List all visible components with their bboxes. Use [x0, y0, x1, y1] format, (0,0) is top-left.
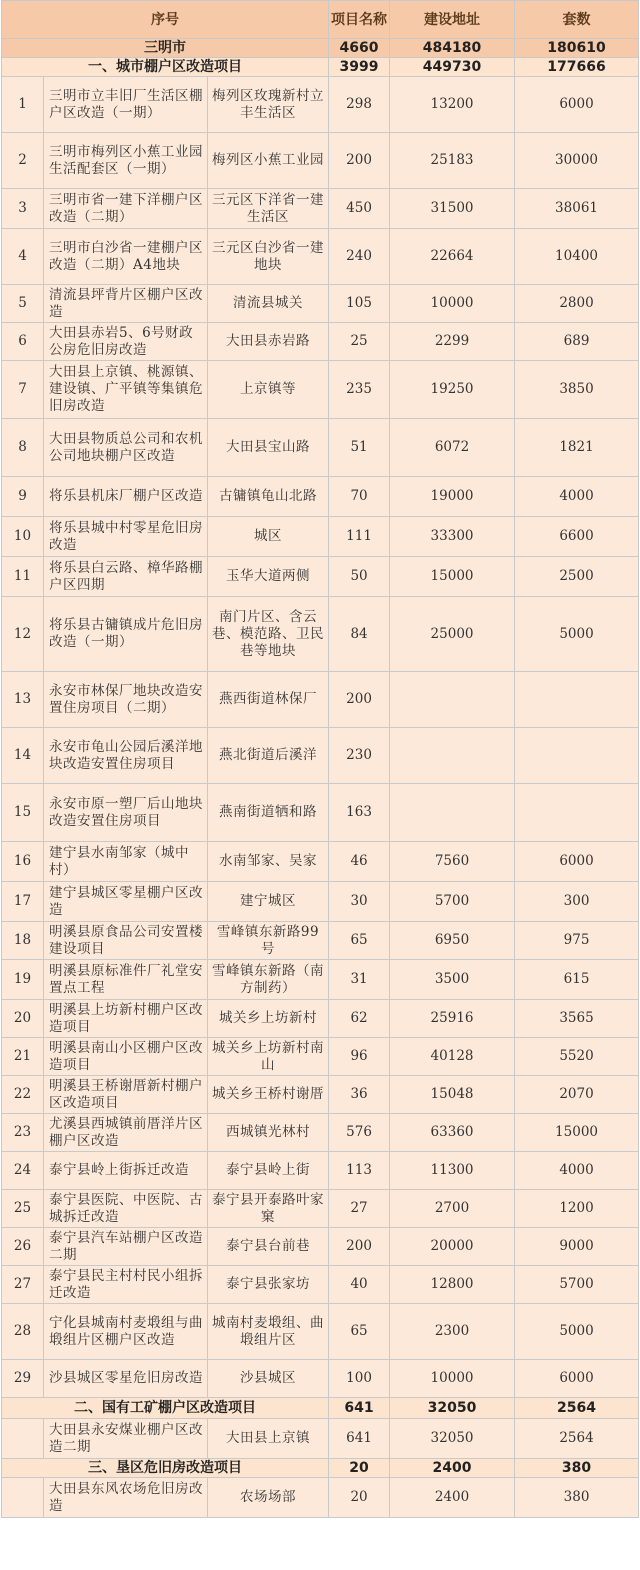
- row-index: 28: [2, 1304, 44, 1360]
- table-row: [2, 960, 639, 1000]
- row-index: 1: [2, 77, 44, 133]
- table-row: [2, 1360, 639, 1398]
- row-units: 6000: [515, 77, 639, 133]
- section-area: 2400: [390, 1459, 515, 1478]
- table-row: [2, 1304, 639, 1360]
- section-area: 449730: [390, 58, 515, 77]
- row-location: 雪峰镇东新路99号: [208, 922, 329, 960]
- row-index: 17: [2, 882, 44, 922]
- section-label: 一、城市棚户区改造项目: [2, 58, 329, 77]
- city-total-row: [2, 39, 639, 58]
- row-index: 14: [2, 728, 44, 784]
- row-units: 4000: [515, 1152, 639, 1190]
- table-row: [2, 229, 639, 285]
- row-projects: 36: [329, 1076, 390, 1114]
- row-area: 63360: [390, 1114, 515, 1152]
- row-project-name: 泰宁县岭上街拆迁改造: [44, 1152, 208, 1190]
- row-location: 农场场部: [208, 1478, 329, 1518]
- section-area: 32050: [390, 1398, 515, 1419]
- section-row: [2, 1398, 639, 1419]
- table-row: [2, 1000, 639, 1038]
- row-area: 20000: [390, 1228, 515, 1266]
- row-units: 2800: [515, 285, 639, 323]
- table-row: [2, 361, 639, 419]
- table-row: [2, 784, 639, 842]
- header-row: [2, 1, 639, 39]
- table-row: [2, 728, 639, 784]
- table-row: [2, 1114, 639, 1152]
- row-area: 11300: [390, 1152, 515, 1190]
- row-units: 1821: [515, 419, 639, 477]
- row-index: 19: [2, 960, 44, 1000]
- row-projects: 200: [329, 133, 390, 189]
- table-row: [2, 1076, 639, 1114]
- row-area: 7560: [390, 842, 515, 882]
- row-units: [515, 728, 639, 784]
- row-location: 雪峰镇东新路（南方制药）: [208, 960, 329, 1000]
- row-location: 梅列区玫瑰新村立丰生活区: [208, 77, 329, 133]
- row-project-name: 尤溪县西城镇前厝洋片区棚户区改造: [44, 1114, 208, 1152]
- row-location: 三元区下洋省一建生活区: [208, 189, 329, 229]
- section-label: 三、垦区危旧房改造项目: [2, 1459, 329, 1478]
- row-units: 5000: [515, 1304, 639, 1360]
- row-project-name: 明溪县王桥谢厝新村棚户区改造项目: [44, 1076, 208, 1114]
- row-index: 18: [2, 922, 44, 960]
- table-row: [2, 1419, 639, 1459]
- row-project-name: 将乐县机床厂棚户区改造: [44, 477, 208, 517]
- row-location: 泰宁县岭上街: [208, 1152, 329, 1190]
- row-index: 24: [2, 1152, 44, 1190]
- row-project-name: 三明市省一建下洋棚户区改造（二期）: [44, 189, 208, 229]
- row-project-name: 将乐县白云路、樟华路棚户区四期: [44, 557, 208, 597]
- row-area: 25916: [390, 1000, 515, 1038]
- row-units: 6600: [515, 517, 639, 557]
- table-row: [2, 597, 639, 672]
- row-units: 2564: [515, 1419, 639, 1459]
- row-units: 615: [515, 960, 639, 1000]
- row-location: 泰宁县张家坊: [208, 1266, 329, 1304]
- row-units: [515, 784, 639, 842]
- row-units: 10400: [515, 229, 639, 285]
- row-project-name: 将乐县古镛镇成片危旧房改造（一期）: [44, 597, 208, 672]
- row-location: 大田县赤岩路: [208, 323, 329, 361]
- row-area: 33300: [390, 517, 515, 557]
- row-project-name: 泰宁县汽车站棚户区改造二期: [44, 1228, 208, 1266]
- row-projects: 51: [329, 419, 390, 477]
- row-units: 6000: [515, 1360, 639, 1398]
- table-row: [2, 882, 639, 922]
- row-index: 29: [2, 1360, 44, 1398]
- header-project-name: 项目名称: [329, 1, 390, 39]
- row-units: 689: [515, 323, 639, 361]
- row-area: 19250: [390, 361, 515, 419]
- row-location: 西城镇光林村: [208, 1114, 329, 1152]
- row-index: 3: [2, 189, 44, 229]
- row-location: 城区: [208, 517, 329, 557]
- row-area: 25000: [390, 597, 515, 672]
- row-project-name: 明溪县原标准件厂礼堂安置点工程: [44, 960, 208, 1000]
- row-units: 38061: [515, 189, 639, 229]
- row-area: 15048: [390, 1076, 515, 1114]
- row-projects: 84: [329, 597, 390, 672]
- row-area: [390, 784, 515, 842]
- city-projects: 4660: [329, 39, 390, 58]
- row-location: 古镛镇龟山北路: [208, 477, 329, 517]
- row-project-name: 清流县坪背片区棚户区改造: [44, 285, 208, 323]
- row-project-name: 三明市白沙省一建棚户区改造（二期）A4地块: [44, 229, 208, 285]
- row-units: 1200: [515, 1190, 639, 1228]
- row-index: 8: [2, 419, 44, 477]
- row-index: 10: [2, 517, 44, 557]
- row-projects: 96: [329, 1038, 390, 1076]
- row-projects: 100: [329, 1360, 390, 1398]
- row-location: 城关乡上坊新村: [208, 1000, 329, 1038]
- section-projects: 3999: [329, 58, 390, 77]
- section-projects: 20: [329, 1459, 390, 1478]
- row-project-name: 将乐县城中村零星危旧房改造: [44, 517, 208, 557]
- row-projects: 50: [329, 557, 390, 597]
- row-projects: 450: [329, 189, 390, 229]
- row-location: 大田县上京镇: [208, 1419, 329, 1459]
- row-project-name: 泰宁县医院、中医院、古城拆迁改造: [44, 1190, 208, 1228]
- table-row: [2, 1152, 639, 1190]
- row-units: 9000: [515, 1228, 639, 1266]
- row-index: 23: [2, 1114, 44, 1152]
- table-row: [2, 1228, 639, 1266]
- row-area: [390, 672, 515, 728]
- row-area: 5700: [390, 882, 515, 922]
- header-units: 套数: [515, 1, 639, 39]
- row-location: 泰宁县开泰路叶家窠: [208, 1190, 329, 1228]
- table-row: [2, 1038, 639, 1076]
- row-units: 300: [515, 882, 639, 922]
- row-units: 5000: [515, 597, 639, 672]
- row-project-name: 明溪县原食品公司安置楼建设项目: [44, 922, 208, 960]
- row-units: 4000: [515, 477, 639, 517]
- row-units: 5520: [515, 1038, 639, 1076]
- row-area: 32050: [390, 1419, 515, 1459]
- table-row: [2, 842, 639, 882]
- section-units: 2564: [515, 1398, 639, 1419]
- row-location: 城关乡王桥村谢厝: [208, 1076, 329, 1114]
- row-area: 40128: [390, 1038, 515, 1076]
- row-location: 泰宁县台前巷: [208, 1228, 329, 1266]
- row-location: 燕西街道林保厂: [208, 672, 329, 728]
- section-row: [2, 58, 639, 77]
- row-location: 梅列区小蕉工业园: [208, 133, 329, 189]
- row-area: 2299: [390, 323, 515, 361]
- row-projects: 235: [329, 361, 390, 419]
- row-location: 城关乡上坊新村南山: [208, 1038, 329, 1076]
- row-projects: 200: [329, 672, 390, 728]
- row-project-name: 泰宁县民主村村民小组拆迁改造: [44, 1266, 208, 1304]
- row-project-name: 大田县物质总公司和农机公司地块棚户区改造: [44, 419, 208, 477]
- header-address: 建设地址: [390, 1, 515, 39]
- row-index: 6: [2, 323, 44, 361]
- row-location: 上京镇等: [208, 361, 329, 419]
- row-index: 9: [2, 477, 44, 517]
- row-units: 5700: [515, 1266, 639, 1304]
- row-index: 12: [2, 597, 44, 672]
- row-location: 燕北街道后溪洋: [208, 728, 329, 784]
- row-location: 水南邹家、吴家: [208, 842, 329, 882]
- row-project-name: 明溪县上坊新村棚户区改造项目: [44, 1000, 208, 1038]
- row-location: 沙县城区: [208, 1360, 329, 1398]
- row-area: 2400: [390, 1478, 515, 1518]
- table-row: [2, 1266, 639, 1304]
- row-projects: 298: [329, 77, 390, 133]
- row-location: 清流县城关: [208, 285, 329, 323]
- row-location: 玉华大道两侧: [208, 557, 329, 597]
- row-area: 10000: [390, 285, 515, 323]
- row-project-name: 宁化县城南村麦塅组与曲塅组片区棚户区改造: [44, 1304, 208, 1360]
- table-row: [2, 189, 639, 229]
- row-projects: 30: [329, 882, 390, 922]
- table-row: [2, 77, 639, 133]
- section-units: 380: [515, 1459, 639, 1478]
- section-units: 177666: [515, 58, 639, 77]
- table-row: [2, 922, 639, 960]
- section-projects: 641: [329, 1398, 390, 1419]
- row-project-name: 建宁县水南邹家（城中村）: [44, 842, 208, 882]
- row-projects: 46: [329, 842, 390, 882]
- row-units: 30000: [515, 133, 639, 189]
- row-area: 31500: [390, 189, 515, 229]
- row-area: 6950: [390, 922, 515, 960]
- row-index: 13: [2, 672, 44, 728]
- row-index: [2, 1478, 44, 1518]
- row-projects: 641: [329, 1419, 390, 1459]
- row-area: 22664: [390, 229, 515, 285]
- row-projects: 27: [329, 1190, 390, 1228]
- table-row: [2, 323, 639, 361]
- row-area: 13200: [390, 77, 515, 133]
- row-index: 7: [2, 361, 44, 419]
- table-row: [2, 1190, 639, 1228]
- table-row: [2, 419, 639, 477]
- row-index: 26: [2, 1228, 44, 1266]
- row-projects: 20: [329, 1478, 390, 1518]
- housing-project-table: [1, 0, 639, 1518]
- row-index: 27: [2, 1266, 44, 1304]
- row-units: 3850: [515, 361, 639, 419]
- row-index: 4: [2, 229, 44, 285]
- city-units: 180610: [515, 39, 639, 58]
- row-area: 12800: [390, 1266, 515, 1304]
- row-units: 2070: [515, 1076, 639, 1114]
- row-units: 975: [515, 922, 639, 960]
- row-area: 10000: [390, 1360, 515, 1398]
- table-row: [2, 1478, 639, 1518]
- row-projects: 576: [329, 1114, 390, 1152]
- row-projects: 70: [329, 477, 390, 517]
- row-units: [515, 672, 639, 728]
- row-projects: 65: [329, 922, 390, 960]
- row-project-name: 三明市梅列区小蕉工业园生活配套区（一期）: [44, 133, 208, 189]
- row-projects: 111: [329, 517, 390, 557]
- row-project-name: 三明市立丰旧厂生活区棚户区改造（一期）: [44, 77, 208, 133]
- row-projects: 230: [329, 728, 390, 784]
- row-units: 15000: [515, 1114, 639, 1152]
- row-index: 15: [2, 784, 44, 842]
- row-index: 25: [2, 1190, 44, 1228]
- table-row: [2, 285, 639, 323]
- table-row: [2, 477, 639, 517]
- section-row: [2, 1459, 639, 1478]
- row-area: 19000: [390, 477, 515, 517]
- row-projects: 113: [329, 1152, 390, 1190]
- row-projects: 163: [329, 784, 390, 842]
- row-project-name: 明溪县南山小区棚户区改造项目: [44, 1038, 208, 1076]
- section-label: 二、国有工矿棚户区改造项目: [2, 1398, 329, 1419]
- row-project-name: 大田县东风农场危旧房改造: [44, 1478, 208, 1518]
- table-row: [2, 672, 639, 728]
- row-area: 15000: [390, 557, 515, 597]
- row-index: 21: [2, 1038, 44, 1076]
- row-projects: 25: [329, 323, 390, 361]
- row-area: 2700: [390, 1190, 515, 1228]
- row-project-name: 永安市原一塑厂后山地块改造安置住房项目: [44, 784, 208, 842]
- row-project-name: 大田县赤岩5、6号财政公房危旧房改造: [44, 323, 208, 361]
- row-project-name: 永安市林保厂地块改造安置住房项目（二期）: [44, 672, 208, 728]
- row-project-name: 沙县城区零星危旧房改造: [44, 1360, 208, 1398]
- row-location: 燕南街道牺和路: [208, 784, 329, 842]
- city-label: 三明市: [2, 39, 329, 58]
- row-area: [390, 728, 515, 784]
- row-projects: 40: [329, 1266, 390, 1304]
- table-row: [2, 517, 639, 557]
- row-project-name: 永安市龟山公园后溪洋地块改造安置住房项目: [44, 728, 208, 784]
- row-units: 3565: [515, 1000, 639, 1038]
- city-area: 484180: [390, 39, 515, 58]
- row-units: 6000: [515, 842, 639, 882]
- row-location: 城南村麦塅组、曲塅组片区: [208, 1304, 329, 1360]
- row-projects: 200: [329, 1228, 390, 1266]
- row-index: [2, 1419, 44, 1459]
- row-index: 16: [2, 842, 44, 882]
- row-location: 建宁城区: [208, 882, 329, 922]
- table-row: [2, 133, 639, 189]
- row-location: 南门片区、含云巷、模范路、卫民巷等地块: [208, 597, 329, 672]
- row-projects: 240: [329, 229, 390, 285]
- row-area: 2300: [390, 1304, 515, 1360]
- row-project-name: 大田县上京镇、桃源镇、建设镇、广平镇等集镇危旧房改造: [44, 361, 208, 419]
- table-row: [2, 557, 639, 597]
- row-area: 25183: [390, 133, 515, 189]
- row-units: 2500: [515, 557, 639, 597]
- row-projects: 65: [329, 1304, 390, 1360]
- row-projects: 31: [329, 960, 390, 1000]
- row-location: 三元区白沙省一建地块: [208, 229, 329, 285]
- row-index: 11: [2, 557, 44, 597]
- row-location: 大田县宝山路: [208, 419, 329, 477]
- row-area: 3500: [390, 960, 515, 1000]
- row-projects: 62: [329, 1000, 390, 1038]
- row-project-name: 大田县永安煤业棚户区改造二期: [44, 1419, 208, 1459]
- header-serial: 序号: [2, 1, 329, 39]
- row-project-name: 建宁县城区零星棚户区改造: [44, 882, 208, 922]
- row-index: 5: [2, 285, 44, 323]
- row-index: 2: [2, 133, 44, 189]
- row-area: 6072: [390, 419, 515, 477]
- row-units: 380: [515, 1478, 639, 1518]
- row-projects: 105: [329, 285, 390, 323]
- row-index: 22: [2, 1076, 44, 1114]
- row-index: 20: [2, 1000, 44, 1038]
